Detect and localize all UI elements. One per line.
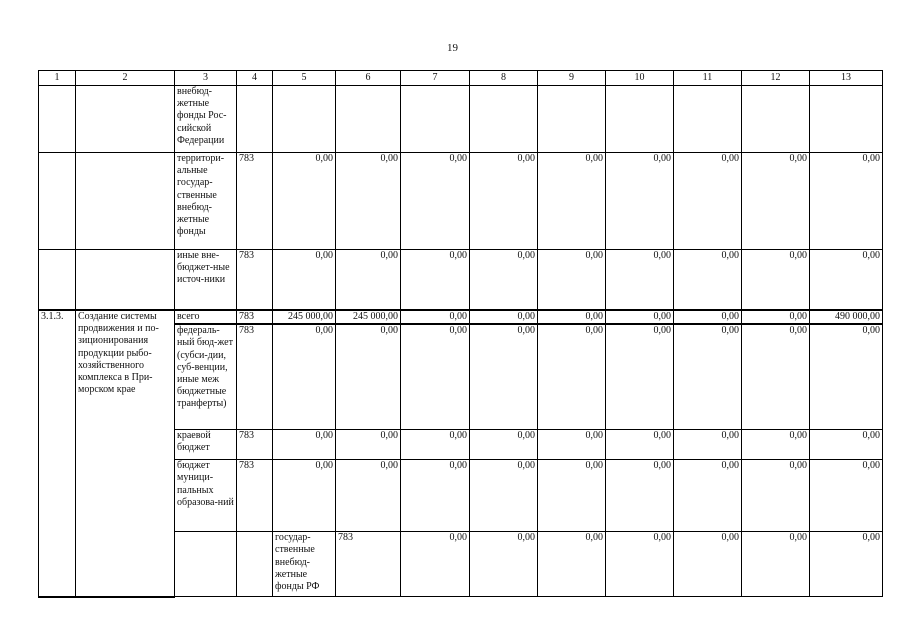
header-cell: 7 xyxy=(401,71,470,86)
value-cell: 0,00 xyxy=(470,532,538,597)
value-cell: 0,00 xyxy=(336,460,401,532)
table-row xyxy=(39,153,883,250)
code-cell: 783 xyxy=(237,460,273,532)
value-cell: 0,00 xyxy=(538,250,606,311)
header-cell: 11 xyxy=(674,71,742,86)
header-cell: 12 xyxy=(742,71,810,86)
funding-source-cell: всего xyxy=(175,310,237,324)
value-cell: 0,00 xyxy=(674,460,742,532)
value-cell: 0,00 xyxy=(538,324,606,430)
funding-source-cell: иные вне-бюджет-ные источ-ники xyxy=(175,250,237,311)
value-cell: 0,00 xyxy=(742,250,810,311)
header-cell: 8 xyxy=(470,71,538,86)
code-cell: 783 xyxy=(237,153,273,250)
value-cell: 0,00 xyxy=(742,430,810,460)
item-number-cell: 3.1.3. xyxy=(39,310,76,597)
item-name-cell xyxy=(76,250,175,311)
item-name-cell xyxy=(76,86,175,153)
value-cell: 0,00 xyxy=(538,532,606,597)
value-cell: 0,00 xyxy=(273,324,336,430)
value-cell xyxy=(401,86,470,153)
value-cell: 245 000,00 xyxy=(336,310,401,324)
value-cell: 0,00 xyxy=(606,310,674,324)
value-cell: 0,00 xyxy=(401,460,470,532)
table-row xyxy=(39,250,883,311)
header-cell: 4 xyxy=(237,71,273,86)
header-cell: 6 xyxy=(336,71,401,86)
value-cell: 0,00 xyxy=(401,153,470,250)
value-cell xyxy=(810,86,883,153)
value-cell: 0,00 xyxy=(470,250,538,311)
value-cell: 0,00 xyxy=(470,310,538,324)
header-row xyxy=(39,71,883,86)
value-cell: 0,00 xyxy=(742,460,810,532)
header-cell: 1 xyxy=(39,71,76,86)
header-cell: 2 xyxy=(76,71,175,86)
funding-source-cell: внебюд-жетные фонды Рос-сийской Федерации xyxy=(175,86,237,153)
value-cell: 0,00 xyxy=(810,460,883,532)
item-number-cell xyxy=(175,532,237,597)
value-cell: 0,00 xyxy=(401,310,470,324)
value-cell: 0,00 xyxy=(674,250,742,311)
value-cell: 0,00 xyxy=(674,153,742,250)
value-cell: 0,00 xyxy=(470,460,538,532)
table-row xyxy=(39,86,883,153)
item-name-cell xyxy=(76,153,175,250)
funding-source-cell: территори-альные государ-ственные внебюд-жетные фонды xyxy=(175,153,237,250)
value-cell: 0,00 xyxy=(336,153,401,250)
value-cell: 0,00 xyxy=(470,324,538,430)
value-cell: 0,00 xyxy=(336,324,401,430)
item-number-cell xyxy=(39,86,76,153)
page-number: 19 xyxy=(447,42,458,54)
value-cell: 0,00 xyxy=(336,430,401,460)
funding-source-cell: государ-ственные внебюд-жетные фонды РФ xyxy=(273,532,336,597)
value-cell: 0,00 xyxy=(273,430,336,460)
value-cell: 0,00 xyxy=(674,310,742,324)
value-cell: 0,00 xyxy=(401,430,470,460)
value-cell xyxy=(742,86,810,153)
header-cell: 10 xyxy=(606,71,674,86)
funding-source-cell: федераль-ный бюд-жет (субси-дии, суб-венции, иные меж бюджетные транферты) xyxy=(175,324,237,430)
code-cell: 783 xyxy=(237,310,273,324)
item-name-cell xyxy=(237,532,273,597)
value-cell: 0,00 xyxy=(606,460,674,532)
value-cell: 0,00 xyxy=(606,324,674,430)
value-cell: 490 000,00 xyxy=(810,310,883,324)
budget-table xyxy=(38,70,883,598)
value-cell xyxy=(606,86,674,153)
value-cell xyxy=(674,86,742,153)
value-cell xyxy=(273,86,336,153)
value-cell: 0,00 xyxy=(810,153,883,250)
value-cell: 0,00 xyxy=(810,324,883,430)
value-cell: 0,00 xyxy=(742,153,810,250)
funding-source-cell: краевой бюджет xyxy=(175,430,237,460)
value-cell: 0,00 xyxy=(606,153,674,250)
value-cell: 0,00 xyxy=(742,324,810,430)
code-cell: 783 xyxy=(336,532,401,597)
value-cell: 0,00 xyxy=(674,430,742,460)
value-cell: 0,00 xyxy=(606,250,674,311)
code-cell: 783 xyxy=(237,430,273,460)
value-cell: 0,00 xyxy=(273,250,336,311)
value-cell: 0,00 xyxy=(606,532,674,597)
code-cell: 783 xyxy=(237,324,273,430)
header-cell: 3 xyxy=(175,71,237,86)
value-cell: 0,00 xyxy=(810,430,883,460)
value-cell: 0,00 xyxy=(538,310,606,324)
value-cell: 0,00 xyxy=(742,532,810,597)
value-cell: 0,00 xyxy=(538,430,606,460)
value-cell: 0,00 xyxy=(674,532,742,597)
item-number-cell xyxy=(39,250,76,311)
value-cell: 0,00 xyxy=(810,250,883,311)
value-cell: 0,00 xyxy=(470,430,538,460)
value-cell: 0,00 xyxy=(810,532,883,597)
header-cell: 9 xyxy=(538,71,606,86)
value-cell: 245 000,00 xyxy=(273,310,336,324)
value-cell: 0,00 xyxy=(674,324,742,430)
value-cell: 0,00 xyxy=(273,460,336,532)
value-cell: 0,00 xyxy=(401,250,470,311)
value-cell: 0,00 xyxy=(538,153,606,250)
item-number-cell xyxy=(39,153,76,250)
value-cell: 0,00 xyxy=(606,430,674,460)
value-cell: 0,00 xyxy=(273,153,336,250)
header-cell: 13 xyxy=(810,71,883,86)
value-cell: 0,00 xyxy=(742,310,810,324)
value-cell: 0,00 xyxy=(336,250,401,311)
value-cell: 0,00 xyxy=(401,324,470,430)
table-row-total xyxy=(39,310,883,324)
value-cell: 0,00 xyxy=(538,460,606,532)
value-cell: 0,00 xyxy=(401,532,470,597)
value-cell: 0,00 xyxy=(470,153,538,250)
code-cell: 783 xyxy=(237,250,273,311)
value-cell xyxy=(538,86,606,153)
funding-source-cell: бюджет муници-пальных образова-ний xyxy=(175,460,237,532)
value-cell xyxy=(470,86,538,153)
item-name-cell: Создание системы продвижения и по-зиционирования продукции рыбо-хозяйственного комплекса в При-морском крае xyxy=(76,310,175,597)
value-cell xyxy=(336,86,401,153)
header-cell: 5 xyxy=(273,71,336,86)
code-cell xyxy=(237,86,273,153)
